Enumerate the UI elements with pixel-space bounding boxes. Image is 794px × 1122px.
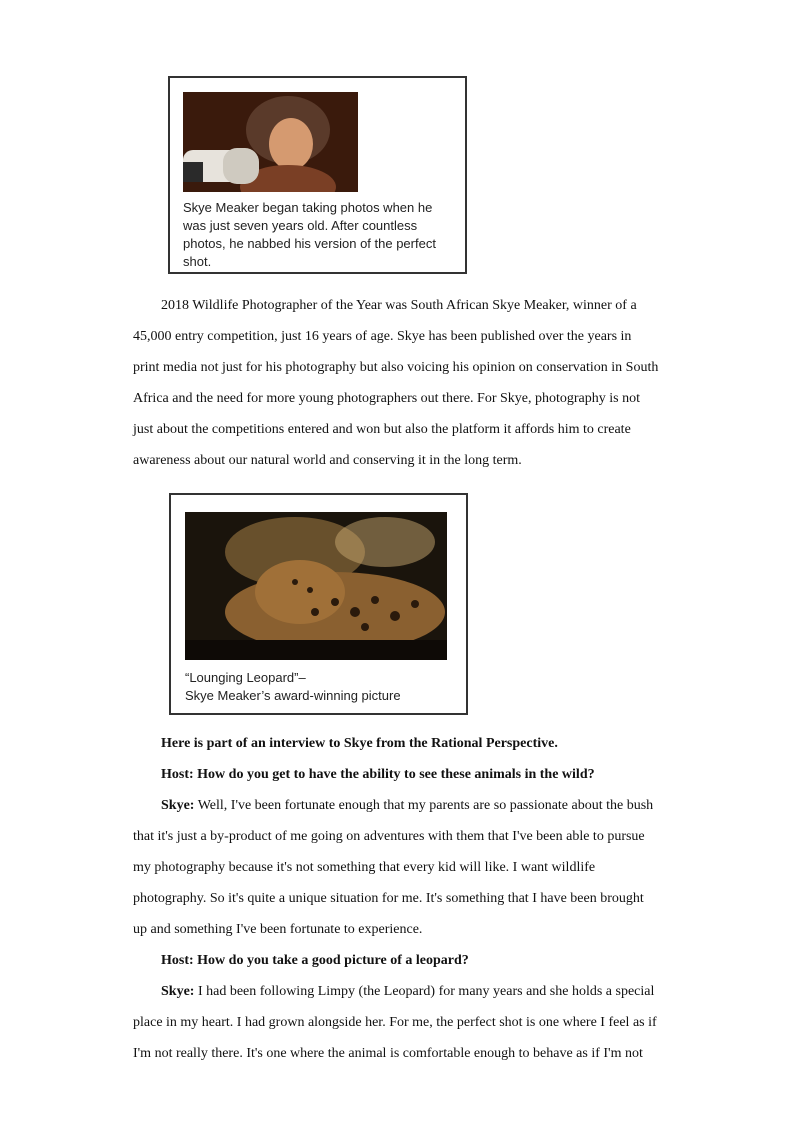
caption-line: was just seven years old. After countless (183, 218, 418, 233)
photo-leopard (185, 512, 447, 660)
host-question-2: Host: How do you take a good picture of a leopard? (161, 953, 469, 968)
answer-line: up and something I've been fortunate to experience. (133, 922, 423, 937)
paragraph-line: 2018 Wildlife Photographer of the Year was South African Skye Meaker, winner of a (161, 298, 637, 313)
paragraph-line: 45,000 entry competition, just 16 years of age. Skye has been published over the years in (133, 329, 632, 344)
leopard-illustration (185, 512, 447, 660)
caption-line: shot. (183, 254, 212, 269)
caption-line: Skye Meaker’s award-winning picture (185, 688, 401, 703)
answer-text: Well, I've been fortunate enough that my parents are so passionate about the bush (194, 798, 654, 813)
paragraph-line: just about the competitions entered and won but also the platform it affords him to create (133, 422, 631, 437)
portrait-illustration (183, 92, 358, 192)
speaker-label: Skye: (161, 798, 195, 813)
answer-line: that it's just a by-product of me going on adventures with them that I've been able to pursue (133, 829, 645, 844)
caption-line: photos, he nabbed his version of the perfect (183, 236, 436, 251)
caption-line: “Lounging Leopard”– (185, 670, 306, 685)
figure2-caption (185, 669, 460, 705)
interview-intro: Here is part of an interview to Skye from the Rational Perspective. (161, 736, 558, 751)
speaker-label: Skye: (161, 984, 195, 999)
skye-answer-2-first-line (133, 976, 668, 1007)
intro-paragraph (133, 290, 668, 476)
caption-line: Skye Meaker began taking photos when he (183, 200, 433, 215)
skye-answer-1-first-line (133, 790, 668, 821)
paragraph-line: Africa and the need for more young photographers out there. For Skye, photography is not (133, 391, 640, 406)
answer-text: I had been following Limpy (the Leopard) for many years and she holds a special (194, 984, 655, 999)
paragraph-line: print media not just for his photography but also voicing his opinion on conservation in South (133, 360, 659, 375)
figure1-caption (183, 199, 458, 271)
figure-skye-portrait (168, 76, 467, 274)
paragraph-line: awareness about our natural world and conserving it in the long term. (133, 453, 522, 468)
answer-line: I'm not really there. It's one where the animal is comfortable enough to behave as if I'm not (133, 1046, 643, 1061)
figure-lounging-leopard (169, 493, 468, 715)
interview-section (133, 728, 668, 1069)
photo-skye-with-camera (183, 92, 358, 192)
answer-line: my photography because it's not something that every kid will like. I want wildlife (133, 860, 596, 875)
answer-line: place in my heart. I had grown alongside her. For me, the perfect shot is one where I feel as if (133, 1015, 657, 1030)
answer-line: photography. So it's quite a unique situation for me. It's something that I have been brought (133, 891, 644, 906)
host-question-1: Host: How do you get to have the ability to see these animals in the wild? (161, 767, 595, 782)
